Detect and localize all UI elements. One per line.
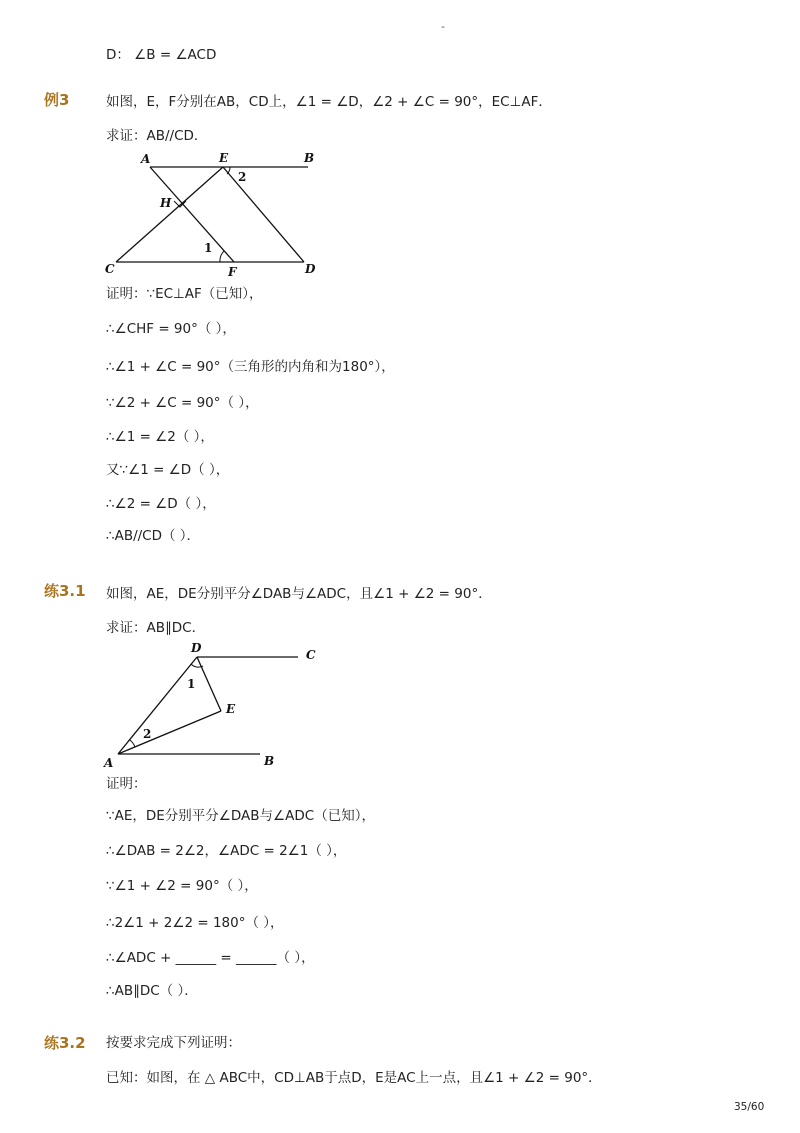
p31-proof-line-2: ∴∠DAB = 2∠2，∠ADC = 2∠1（ ）， <box>106 843 347 859</box>
example-3-problem: 如图，E，F分别在AB，CD上，∠1 = ∠D，∠2 + ∠C = 90°，EC⊥AF． <box>106 94 552 110</box>
fig1-label-h: H <box>160 196 172 210</box>
p31-proof-line-1: ∵AE，DE分别平分∠DAB与∠ADC（已知）， <box>106 808 375 824</box>
p31-proof-line-3: ∵∠1 + ∠2 = 90°（ ）， <box>106 878 258 894</box>
ex3-proof-line-3: ∴∠1 + ∠C = 90°（三角形的内角和为180°）， <box>106 359 395 375</box>
p31-proof-line-6: ∴AB∥DC（ ）． <box>106 983 198 999</box>
fig1-angle-1: 1 <box>204 241 213 255</box>
fig2-label-e: E <box>226 702 236 716</box>
p31-proof-line-4: ∴2∠1 + 2∠2 = 180°（ ）， <box>106 915 284 931</box>
practice-3-1-problem: 如图，AE，DE分别平分∠DAB与∠ADC，且∠1 + ∠2 = 90°． <box>106 586 492 602</box>
fig2-angle-1: 1 <box>187 677 196 691</box>
fig1-angle-2: 2 <box>238 170 247 184</box>
practice-3-1-prove: 求证：AB∥DC． <box>106 620 206 636</box>
ex3-proof-line-7: ∴∠2 = ∠D（ ）， <box>106 496 216 512</box>
ex3-proof-line-4: ∵∠2 + ∠C = 90°（ ）， <box>106 395 259 411</box>
fig2-label-d: D <box>191 641 202 655</box>
option-d: D： ∠B = ∠ACD <box>106 47 217 63</box>
fig2-angle-2: 2 <box>143 727 152 741</box>
ex3-proof-line-2: ∴∠CHF = 90°（ ）， <box>106 321 236 337</box>
ex3-proof-line-5: ∴∠1 = ∠2（ ）， <box>106 429 214 445</box>
fig1-label-a: A <box>141 152 151 166</box>
fig1-label-e: E <box>219 151 229 165</box>
p31-proof-line-5: ∴∠ADC + ______ = ______（ ）， <box>106 950 315 966</box>
practice-3-2-problem: 按要求完成下列证明： <box>106 1035 241 1051</box>
fig1-label-f: F <box>228 265 237 279</box>
practice-3-1-tag: 练3.1 <box>44 582 86 600</box>
ex3-proof-line-8: ∴AB//CD（ ）． <box>106 528 201 544</box>
fig2-label-b: B <box>264 754 275 768</box>
ex3-proof-line-1: 证明：∵EC⊥AF（已知）， <box>106 286 263 302</box>
example-3-prove: 求证：AB//CD． <box>106 128 208 144</box>
p31-proof-line-0: 证明： <box>106 776 147 792</box>
fig1-label-d: D <box>305 262 316 276</box>
header-mark: - <box>441 20 445 33</box>
fig2-label-a: A <box>104 756 114 770</box>
ex3-proof-line-6: 又∵∠1 = ∠D（ ）， <box>106 462 230 478</box>
practice-3-2-given: 已知：如图，在 △ ABC中，CD⊥AB于点D，E是AC上一点，且∠1 + ∠2 = 90°． <box>106 1070 602 1086</box>
page-number: 35/60 <box>734 1101 765 1113</box>
fig1-label-b: B <box>304 151 315 165</box>
fig2-label-c: C <box>306 648 316 662</box>
practice-3-2-tag: 练3.2 <box>44 1034 86 1052</box>
fig1-label-c: C <box>105 262 115 276</box>
example-3-tag: 例3 <box>44 91 70 109</box>
